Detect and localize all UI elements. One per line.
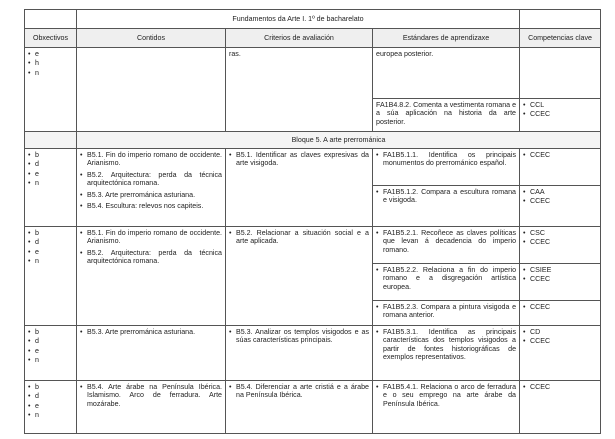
content-item: • B5.4. Arte árabe na Península Ibérica. Islamismo. Arco de ferradura. Arte mozárabe. — [80, 383, 222, 408]
standard-cell — [373, 325, 520, 380]
objectives-cell — [25, 380, 77, 433]
objective-item: • n — [28, 257, 73, 265]
competence-item: • CCEC — [523, 337, 597, 345]
competences-cell — [520, 301, 601, 326]
table-row — [25, 227, 601, 264]
content-item: • B5.1. Fin do imperio romano de occidente. Arianismo. — [80, 151, 222, 168]
competence-item: • CCEC — [523, 275, 597, 283]
competence-item: • CCEC — [523, 238, 597, 246]
curriculum-table — [24, 9, 601, 434]
standard-item: • FA1B5.2.3. Compara a pintura visigoda e romana anterior. — [376, 303, 516, 320]
empty-corner-cell — [25, 10, 77, 29]
objective-item: • b — [28, 229, 73, 237]
criteria-cell: ras. — [226, 48, 373, 132]
competences-cell — [520, 186, 601, 227]
contents-cell — [77, 149, 226, 227]
criterion-item: • B5.2. Relacionar a situación social e a arte aplicada. — [229, 229, 369, 246]
objectives-cell — [25, 149, 77, 227]
content-item: • B5.3. Arte prerrománica asturiana. — [80, 328, 222, 336]
objectives-cell — [25, 227, 77, 326]
competences-cell — [520, 99, 601, 132]
competences-cell — [520, 149, 601, 186]
table-row — [25, 48, 601, 99]
competence-item: • CD — [523, 328, 597, 336]
criteria-cell — [226, 149, 373, 227]
standard-cell: FA1B4.8.2. Comenta a vestimenta romana e a súa aplicación na historia da arte posterior. — [373, 99, 520, 132]
objective-item: • n — [28, 179, 73, 187]
objective-item: • e — [28, 50, 73, 58]
objective-item: • e — [28, 347, 73, 355]
table-title: Fundamentos da Arte I. 1º de bacharelato — [77, 10, 520, 29]
competence-item: • CSIEE — [523, 266, 597, 274]
criteria-cell — [226, 227, 373, 326]
objective-item: • n — [28, 411, 73, 419]
table-row — [25, 380, 601, 433]
block-heading-row — [25, 132, 601, 149]
standard-cell — [373, 149, 520, 186]
standard-cell — [373, 264, 520, 301]
contents-cell — [77, 325, 226, 380]
standard-item: • FA1B5.1.2. Compara a escultura romana e visigoda. — [376, 188, 516, 205]
header-objectives: Obxectivos — [25, 29, 77, 48]
criterion-item: • B5.1. Identificar as claves expresivas da arte visigoda. — [229, 151, 369, 168]
competences-cell — [520, 380, 601, 433]
table-row — [25, 149, 601, 186]
standard-cell — [373, 227, 520, 264]
contents-cell — [77, 227, 226, 326]
objective-item: • d — [28, 392, 73, 400]
objective-item: • b — [28, 328, 73, 336]
criteria-cell — [226, 380, 373, 433]
competence-item: • CCEC — [523, 110, 597, 118]
header-contents: Contidos — [77, 29, 226, 48]
objectives-cell — [25, 325, 77, 380]
contents-cell — [77, 380, 226, 433]
standard-cell — [373, 186, 520, 227]
content-item: • B5.4. Escultura: relevos nos capiteis. — [80, 202, 222, 210]
objective-item: • n — [28, 69, 73, 77]
standard-item: • FA1B5.1.1. Identifica os principais monumentos do prerrománico español. — [376, 151, 516, 168]
objective-item: • d — [28, 160, 73, 168]
standard-cell — [373, 301, 520, 326]
block-title: Bloque 5. A arte prerrománica — [77, 132, 601, 149]
criteria-cell — [226, 325, 373, 380]
standard-item: • FA1B5.3.1. Identifica as principais características dos templos visigodos a partir de fontes historiográficas de exemplos representativos. — [376, 328, 516, 362]
competence-item: • CCL — [523, 101, 597, 109]
table-title-row — [25, 10, 601, 29]
column-header-row — [25, 29, 601, 48]
table-row — [25, 325, 601, 380]
objective-item: • n — [28, 356, 73, 364]
competence-item: • CCEC — [523, 383, 597, 391]
competence-item: • CCEC — [523, 197, 597, 205]
competences-cell — [520, 325, 601, 380]
objective-item: • d — [28, 238, 73, 246]
empty-cell — [25, 132, 77, 149]
competences-cell — [520, 227, 601, 264]
competences-cell — [520, 48, 601, 99]
objective-item: • h — [28, 59, 73, 67]
criterion-item: • B5.4. Diferenciar a arte cristiá e a árabe na Península Ibérica. — [229, 383, 369, 400]
content-item: • B5.2. Arquitectura: perda da técnica arquitectónica romana. — [80, 171, 222, 188]
objective-item: • b — [28, 151, 73, 159]
competence-item: • CCEC — [523, 151, 597, 159]
objective-item: • e — [28, 170, 73, 178]
objective-item: • b — [28, 383, 73, 391]
header-standards: Estándares de aprendizaxe — [373, 29, 520, 48]
header-criteria: Criterios de avaliación — [226, 29, 373, 48]
standard-item: • FA1B5.4.1. Relaciona o arco de ferradura e o seu emprego na arte árabe da Península Ibérica. — [376, 383, 516, 408]
standard-cell: europea posterior. — [373, 48, 520, 99]
competence-item: • CAA — [523, 188, 597, 196]
competences-cell — [520, 264, 601, 301]
header-competences: Competencias clave — [520, 29, 601, 48]
competence-item: • CSC — [523, 229, 597, 237]
empty-corner-cell — [520, 10, 601, 29]
competence-item: • CCEC — [523, 303, 597, 311]
contents-cell — [77, 48, 226, 132]
criterion-item: • B5.3. Analizar os templos visigodos e as súas características principais. — [229, 328, 369, 345]
content-item: • B5.3. Arte prerrománica asturiana. — [80, 191, 222, 199]
content-item: • B5.1. Fin do imperio romano de occidente. Arianismo. — [80, 229, 222, 246]
objective-item: • e — [28, 248, 73, 256]
standard-cell — [373, 380, 520, 433]
standard-item: • FA1B5.2.1. Recoñece as claves políticas que levan á decadencia do imperio romano. — [376, 229, 516, 254]
objective-item: • d — [28, 337, 73, 345]
content-item: • B5.2. Arquitectura: perda da técnica arquitectónica romana. — [80, 249, 222, 266]
objective-item: • e — [28, 402, 73, 410]
objectives-cell — [25, 48, 77, 132]
standard-item: • FA1B5.2.2. Relaciona a fin do imperio romano e a disgregación artística europea. — [376, 266, 516, 291]
